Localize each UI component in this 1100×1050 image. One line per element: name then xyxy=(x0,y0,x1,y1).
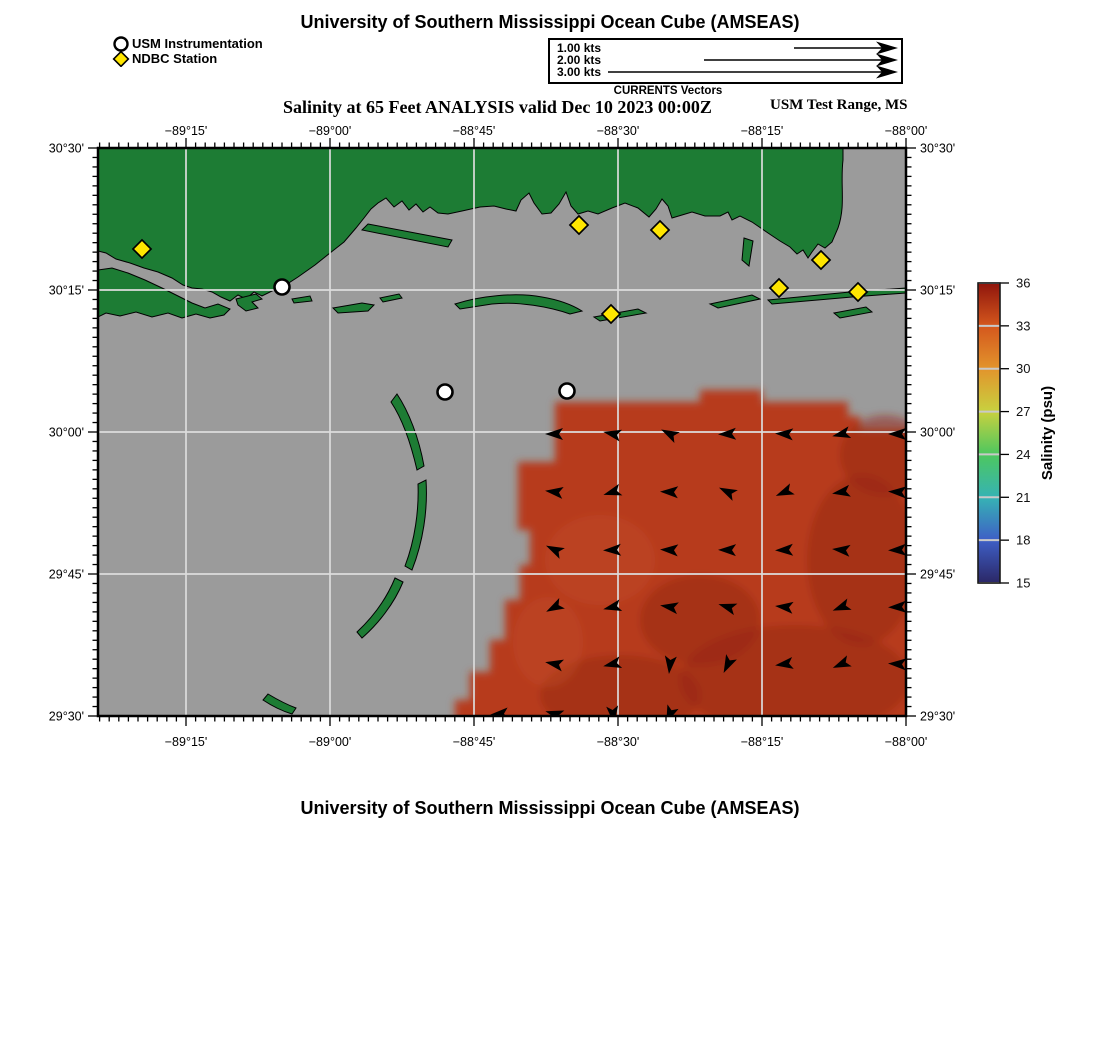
usm-instrumentation-marker xyxy=(560,384,575,399)
x-tick-label-bottom: −88°15' xyxy=(740,735,784,749)
colorbar-title: Salinity (psu) xyxy=(1039,385,1056,481)
colorbar-tick-label: 36 xyxy=(1016,275,1031,291)
y-tick-label-right: 29°30' xyxy=(920,709,956,724)
y-tick-label-left: 30°30' xyxy=(48,141,84,156)
x-tick-label-top: −88°15' xyxy=(740,124,784,138)
legend-label-usm: USM Instrumentation xyxy=(132,36,263,51)
colorbar-tick-label: 33 xyxy=(1016,318,1031,334)
colorbar-tick-label: 18 xyxy=(1016,532,1031,548)
y-tick-label-left: 30°15' xyxy=(48,283,84,298)
y-tick-label-left: 30°00' xyxy=(48,425,84,440)
x-tick-label-top: −88°45' xyxy=(452,124,496,138)
x-tick-label-bottom: −88°00' xyxy=(884,735,928,749)
x-tick-label-bottom: −89°15' xyxy=(164,735,208,749)
x-tick-label-bottom: −88°30' xyxy=(596,735,640,749)
x-tick-label-top: −89°00' xyxy=(308,124,352,138)
figure-title-bottom: University of Southern Mississippi Ocean Cube (AMSEAS) xyxy=(300,798,800,818)
colorbar-tick-label: 24 xyxy=(1016,446,1031,462)
y-tick-label-right: 30°30' xyxy=(920,141,956,156)
colorbar-tick-label: 30 xyxy=(1016,361,1031,377)
currents-scale-2kt: 2.00 kts xyxy=(557,53,602,67)
x-tick-label-top: −88°30' xyxy=(596,124,640,138)
colorbar-tick-label: 21 xyxy=(1016,489,1031,505)
x-tick-label-bottom: −89°00' xyxy=(308,735,352,749)
y-tick-label-right: 29°45' xyxy=(920,567,956,582)
legend-label-ndbc: NDBC Station xyxy=(132,51,218,66)
currents-caption: CURRENTS Vectors xyxy=(613,85,723,97)
currents-scale-1kt: 1.00 kts xyxy=(557,41,602,55)
x-tick-label-top: −89°15' xyxy=(164,124,208,138)
x-tick-label-top: −88°00' xyxy=(884,124,928,138)
currents-scale-3kt: 3.00 kts xyxy=(557,65,602,79)
colorbar-tick-label: 15 xyxy=(1016,575,1031,591)
colorbar-tick-label: 27 xyxy=(1016,404,1031,420)
y-tick-label-left: 29°30' xyxy=(48,709,84,724)
test-range-label: USM Test Range, MS xyxy=(770,97,908,113)
y-tick-label-right: 30°00' xyxy=(920,425,956,440)
salinity-colorbar xyxy=(978,276,1056,591)
usm-instrumentation-marker xyxy=(438,385,453,400)
x-tick-label-bottom: −88°45' xyxy=(452,735,496,749)
y-tick-label-right: 30°15' xyxy=(920,283,956,298)
analysis-subtitle: Salinity at 65 Feet ANALYSIS valid Dec 10 2023 00:00Z xyxy=(283,97,712,117)
figure-title-top: University of Southern Mississippi Ocean Cube (AMSEAS) xyxy=(300,12,800,32)
usm-instrumentation-marker xyxy=(275,280,290,295)
y-tick-label-left: 29°45' xyxy=(48,567,84,582)
